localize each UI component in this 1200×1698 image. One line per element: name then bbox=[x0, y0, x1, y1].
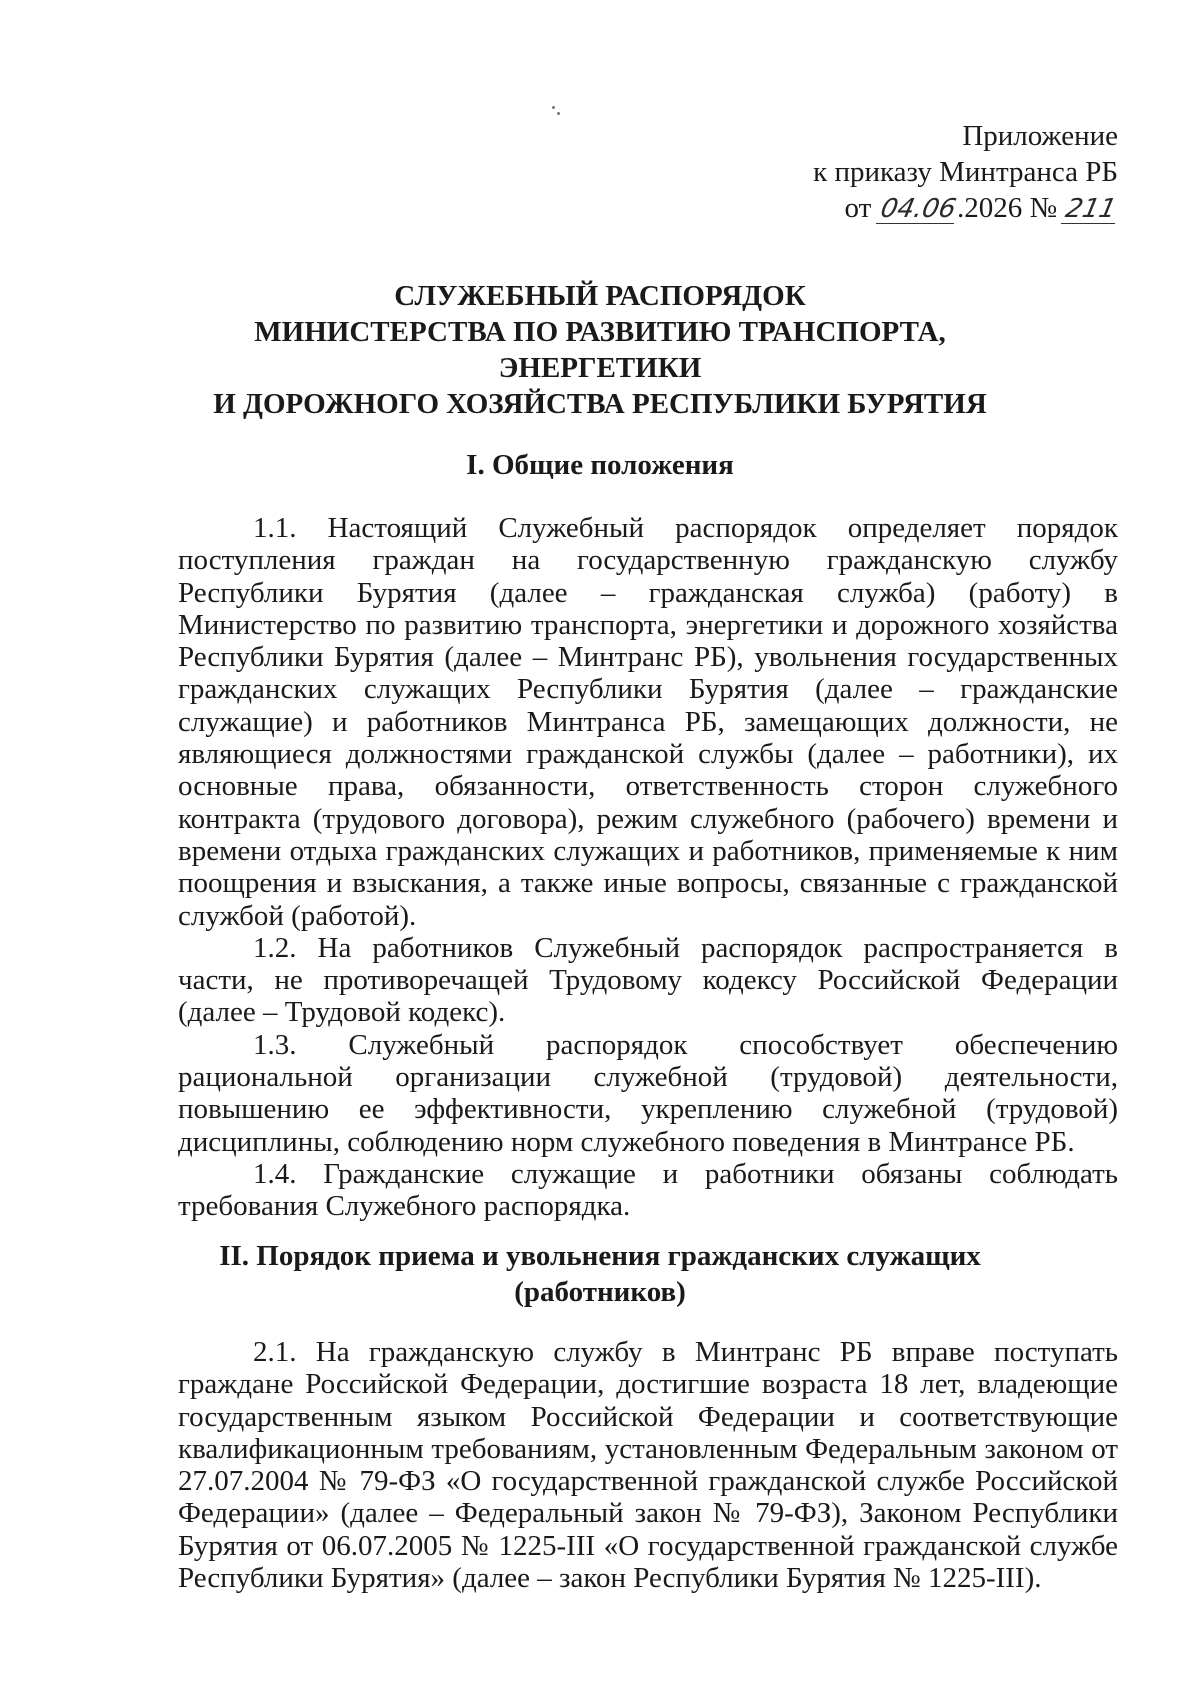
date-year: .2026 № bbox=[956, 192, 1058, 224]
section-2-heading-line: II. Порядок приема и увольнения гражданских служащих bbox=[219, 1240, 981, 1272]
scan-speck bbox=[557, 112, 560, 115]
section-1-body bbox=[178, 512, 1118, 1223]
paragraph-1-2: 1.2. На работников Служебный распорядок распространяется в части, не противоречащей Трудовому кодексу Российской Федерации (далее – Трудовой кодекс). bbox=[178, 931, 1118, 1029]
appendix-block bbox=[813, 118, 1118, 226]
section-1-heading: I. Общие положения bbox=[466, 449, 734, 481]
paragraph-1-4: 1.4. Гражданские служащие и работники обязаны соблюдать требования Служебного распорядка. bbox=[178, 1157, 1118, 1223]
section-2-body bbox=[178, 1336, 1118, 1594]
title-line: МИНИСТЕРСТВА ПО РАЗВИТИЮ ТРАНСПОРТА, bbox=[254, 316, 946, 348]
date-prefix: от bbox=[844, 192, 872, 224]
paragraph-1-3: 1.3. Служебный распорядок способствует обеспечению рациональной организации служебной (трудовой) деятельности, повышению ее эффективности, укреплению служебной (трудовой) дисциплины, соблюдению норм служебного поведения в Минтрансе РБ. bbox=[178, 1028, 1118, 1158]
appendix-date-line bbox=[813, 190, 1118, 226]
section-2-heading-line: (работников) bbox=[514, 1276, 686, 1308]
scan-speck bbox=[552, 106, 555, 109]
title-line: ЭНЕРГЕТИКИ bbox=[498, 352, 702, 384]
appendix-title: Приложение bbox=[962, 120, 1118, 152]
handwritten-date: 04.06 bbox=[877, 194, 959, 224]
appendix-order-ref: к приказу Минтранса РБ bbox=[813, 156, 1118, 188]
handwritten-order-number: 211 bbox=[1063, 194, 1120, 224]
document-title bbox=[0, 278, 1200, 422]
paragraph-1-1: 1.1. Настоящий Служебный распорядок определяет порядок поступления граждан на государственную гражданскую службу Республики Бурятия (далее – гражданская служба) (работу) в Министерство по развитию транспорта, энергетики и дорожного хозяйства Республики Бурятия (далее – Минтранс РБ), увольнения государственных гражданских служащих Республики Бурятия (далее – гражданские служащие) и работников Минтранса РБ, замещающих должности, не являющиеся должностями гражданской службы (далее – работники), их основные права, обязанности, ответственность сторон служебного контракта (трудового договора), режим служебного (рабочего) времени и времени отдыха гражданских служащих и работников, применяемые к ним поощрения и взыскания, а также иные вопросы, связанные с гражданской службой (работой). bbox=[178, 512, 1118, 932]
title-line: СЛУЖЕБНЫЙ РАСПОРЯДОК bbox=[394, 280, 806, 312]
title-line: И ДОРОЖНОГО ХОЗЯЙСТВА РЕСПУБЛИКИ БУРЯТИЯ bbox=[213, 388, 987, 420]
section-2-heading bbox=[0, 1238, 1200, 1310]
paragraph-2-1: 2.1. На гражданскую службу в Минтранс РБ вправе поступать граждане Российской Федерации, достигшие возраста 18 лет, владеющие государственным языком Российской Федерации и соответствующие квалификационным требованиям, установленным Федеральным законом от 27.07.2004 № 79-ФЗ «О государственной гражданской службе Российской Федерации» (далее – Федеральный закон № 79-ФЗ), Законом Республики Бурятия от 06.07.2005 № 1225-III «О государственной гражданской службе Республики Бурятия» (далее – закон Республики Бурятия № 1225-III). bbox=[178, 1336, 1118, 1595]
